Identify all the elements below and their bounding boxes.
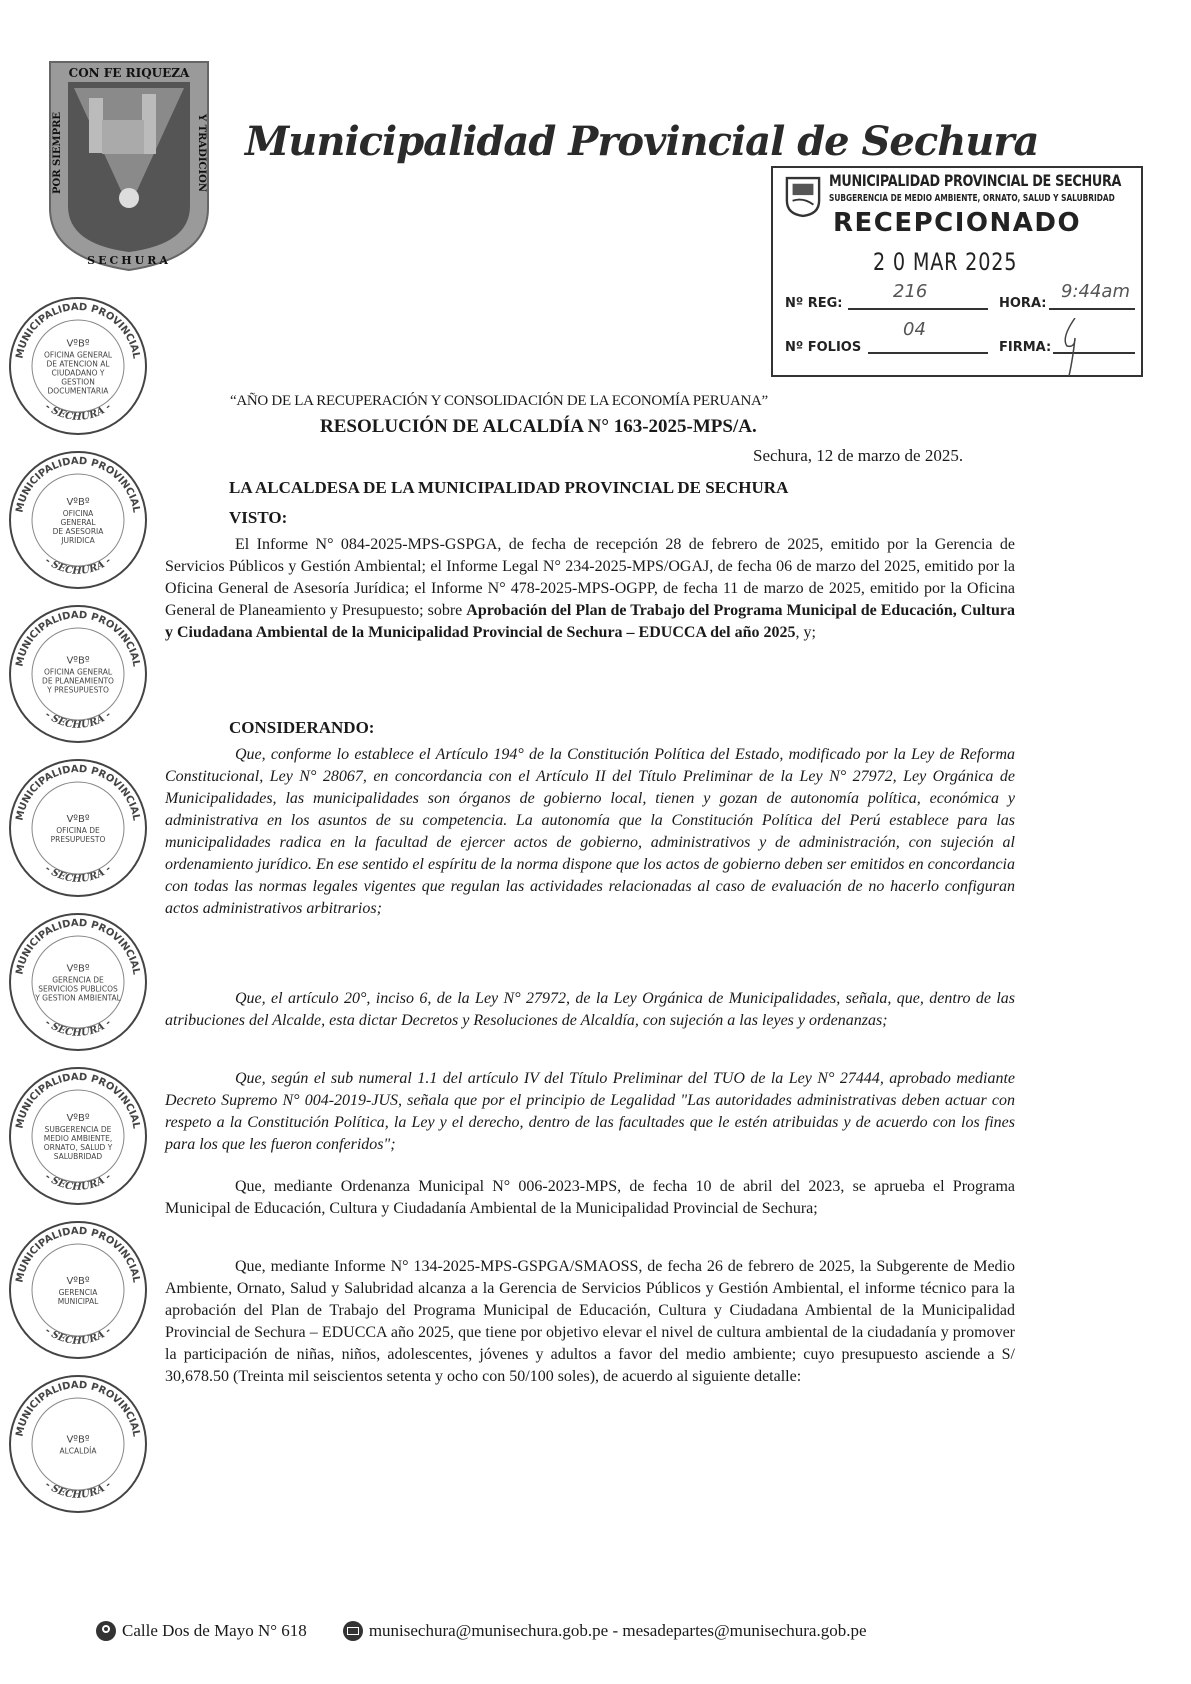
seal-office-text: OFICINA GENERAL	[43, 350, 113, 360]
footer-contact	[96, 1620, 867, 1642]
folios-value: 04	[903, 319, 926, 340]
crest-bottom-text: SECHURA	[87, 254, 171, 267]
resolution-title: RESOLUCIÓN DE ALCALDÍA N° 163-2025-MPS/A.	[320, 416, 757, 437]
seal-ring-text: MUNICIPALIDAD PROVINCIAL	[14, 455, 142, 514]
seal-office-text: SALUBRIDAD	[53, 1152, 103, 1161]
footer-emails[interactable]: munisechura@munisechura.gob.pe - mesadepartes@munisechura.gob.pe	[368, 1621, 867, 1640]
stamp-office: SUBGERENCIA DE MEDIO AMBIENTE, ORNATO, SALUD Y SALUBRIDAD	[829, 193, 1115, 204]
seal-office-text: PRESUPUESTO	[50, 835, 106, 844]
seal-office-text: DE PLANEAMIENTO	[42, 676, 114, 686]
seal-office-text: GERENCIA DE	[52, 975, 104, 985]
stamp-status: RECEPCIONADO	[833, 208, 1082, 238]
place-date: Sechura, 12 de marzo de 2025.	[753, 446, 964, 465]
seal-bottom-text: - SECHURA -	[42, 863, 114, 885]
seal-office-text: Y GESTION AMBIENTAL	[35, 993, 121, 1003]
reg-label: Nº REG:	[785, 296, 843, 311]
seal-bottom-text: - SECHURA -	[42, 709, 114, 731]
approval-seal	[8, 296, 148, 436]
seal-office-text: OFICINA GENERAL	[43, 667, 113, 677]
seal-vb-text: VºBº	[66, 814, 90, 825]
seal-office-text: DOCUMENTARIA	[47, 386, 109, 396]
seal-ring-text: MUNICIPALIDAD PROVINCIAL	[14, 1225, 142, 1284]
visto-subject: Aprobación del Plan de Trabajo del Programa Municipal de Educación, Cultura y Ciudadana Ambiental de la Municipalidad Provincial de Sechura – EDUCCA del año 2025	[165, 602, 1015, 641]
seal-office-text: MUNICIPAL	[57, 1297, 99, 1306]
location-pin-icon	[96, 1621, 116, 1641]
seal-office-text: DE ATENCION AL	[46, 359, 110, 369]
seal-ring-text: MUNICIPALIDAD PROVINCIAL	[14, 1071, 142, 1130]
stamp-date: 2 0 MAR 2025	[873, 248, 1018, 276]
seal-ring-text: MUNICIPALIDAD PROVINCIAL	[14, 301, 142, 360]
approval-seal	[8, 1066, 148, 1206]
folios-label: Nº FOLIOS	[785, 340, 862, 355]
seal-office-text: OFICINA	[62, 509, 94, 518]
authority-heading: LA ALCALDESA DE LA MUNICIPALIDAD PROVINCIAL DE SECHURA	[229, 478, 789, 497]
municipal-crest-logo	[44, 58, 214, 273]
seal-vb-text: VºBº	[66, 655, 90, 667]
considerando-paragraph: Que, mediante Ordenanza Municipal N° 006-2023-MPS, de fecha 10 de abril del 2023, se aprueba el Programa Municipal de Educación, Cultura y Ciudadanía Ambiental de la Municipalidad Provincial de Sechura;	[165, 1178, 1015, 1217]
seal-bottom-text: - SECHURA -	[42, 401, 114, 423]
hora-label: HORA:	[999, 296, 1047, 311]
visto-paragraph: El Informe N° 084-2025-MPS-GSPGA, de fecha de recepción 28 de febrero de 2025, emitido por la Gerencia de Servicios Públicos y Gestión Ambiental; el Informe Legal N° 234-2025-MPS/OGAJ, de fecha 06 de marzo del 2025, emitido por la Oficina General de Asesoría Jurídica; el Informe N° 478-2025-MPS-OGPP, de fecha 11 de marzo de 2025, emitido por la Oficina General de Planeamiento y Presupuesto; sobre Aprobación del Plan de Trabajo del Programa Municipal de Educación, Cultura y Ciudadana Ambiental de la Municipalidad Provincial de Sechura – EDUCCA del año 2025, y;	[165, 536, 1015, 641]
stamp-institution: MUNICIPALIDAD PROVINCIAL DE SECHURA	[829, 171, 1122, 190]
seal-office-text: ORNATO, SALUD Y	[43, 1143, 113, 1152]
seal-ring-text: MUNICIPALIDAD PROVINCIAL	[14, 609, 142, 668]
crest-top-text: CON FE RIQUEZA	[68, 66, 190, 80]
seal-bottom-text: - SECHURA -	[42, 1479, 114, 1501]
seal-office-text: SUBGERENCIA DE	[44, 1125, 112, 1134]
visto-heading: VISTO:	[229, 508, 288, 527]
considerando-paragraph: Que, conforme lo establece el Artículo 194° de la Constitución Política del Estado, modificado por la Ley de Reforma Constitucional, Ley N° 28067, en concordancia con el Artículo II del Título Preliminar de la Ley N° 27972, Ley Orgánica de Municipalidades, las municipalidades son órganos de gobierno local, tienen y gozan de autonomía política, económica y administrativa en los asuntos de su competencia. La autonomía que la Constitución Política del Perú establece para las municipalidades radica en la facultad de ejercer actos de gobierno, administrativos y de administración, con sujeción al ordenamiento jurídico. En ese sentido el espíritu de la norma dispone que los actos de gobierno deben ser emitidos en concordancia con todas las normas legales vigentes que regulan las actividades relacionadas al caso de evaluación de no hacerlo configuran actos administrativos arbitrarios;	[165, 746, 1015, 917]
seal-bottom-text: - SECHURA -	[42, 1171, 114, 1193]
reception-stamp	[771, 166, 1143, 377]
seal-ring-text: MUNICIPALIDAD PROVINCIAL	[14, 763, 142, 822]
approval-seal	[8, 604, 148, 744]
seal-ring-text: MUNICIPALIDAD PROVINCIAL	[14, 917, 142, 976]
year-motto: “AÑO DE LA RECUPERACIÓN Y CONSOLIDACIÓN DE LA ECONOMÍA PERUANA”	[230, 393, 768, 409]
crest-right-text: Y TRADICION	[196, 114, 207, 192]
seal-office-text: GESTION	[61, 377, 95, 387]
seal-vb-text: VºBº	[66, 1113, 90, 1124]
seal-office-text: JURIDICA	[61, 536, 95, 545]
seal-office-text: MEDIO AMBIENTE,	[43, 1134, 113, 1143]
considerando-paragraph: Que, el artículo 20°, inciso 6, de la Ley N° 27972, de la Ley Orgánica de Municipalidades, señala, que, dentro de las atribuciones del Alcalde, esta dictar Decretos y Resoluciones de Alcaldía, con sujeción a las leyes y ordenanzas;	[165, 990, 1015, 1029]
seal-office-text: OFICINA DE	[56, 826, 100, 835]
seal-vb-text: VºBº	[66, 963, 90, 975]
signature-icon	[1053, 318, 1093, 378]
seal-office-text: GENERAL	[60, 518, 96, 527]
seal-vb-text: VºBº	[66, 1276, 90, 1287]
considerando-paragraph: Que, según el sub numeral 1.1 del artículo IV del Título Preliminar del TUO de la Ley N° 27444, aprobado mediante Decreto Supremo N° 004-2019-JUS, señala que por el principio de Legalidad "Las autoridades administrativas deben actuar con respeto a la Constitución Política, la Ley y el derecho, dentro de las facultades que le estén atribuidas y de acuerdo con los fines para los que les fueron conferidos";	[165, 1070, 1015, 1153]
shield-icon	[785, 176, 821, 218]
seal-bottom-text: - SECHURA -	[42, 555, 114, 577]
seal-office-text: SERVICIOS PUBLICOS	[38, 984, 118, 994]
firma-label: FIRMA:	[999, 340, 1052, 355]
seal-vb-text: VºBº	[66, 1434, 90, 1446]
approval-seal	[8, 912, 148, 1052]
seal-vb-text: VºBº	[66, 338, 90, 350]
brand-title: Municipalidad Provincial de Sechura	[245, 118, 1039, 165]
seal-ring-text: MUNICIPALIDAD PROVINCIAL	[14, 1379, 142, 1438]
seal-office-text: CIUDADANO Y	[51, 368, 105, 378]
seal-office-text: DE ASESORIA	[52, 527, 104, 536]
seal-vb-text: VºBº	[66, 497, 90, 508]
approval-seal	[8, 450, 148, 590]
considerando-heading: CONSIDERANDO:	[229, 718, 375, 737]
considerando-paragraph: Que, mediante Informe N° 134-2025-MPS-GSPGA/SMAOSS, de fecha 26 de febrero de 2025, la Subgerente de Medio Ambiente, Ornato, Salud y Salubridad alcanza a la Gerencia de Servicios Públicos y Gestión Ambiental, el informe técnico para la aprobación del Plan de Trabajo del Programa Municipal de Educación, Cultura y Ciudadana Ambiental de la Municipalidad Provincial de Sechura – EDUCCA año 2025, que tiene por objetivo elevar el nivel de cultura ambiental de la ciudadanía y promover la participación de niñas, niños, adolescentes, jóvenes y adultos a favor del medio ambiente; cuyo presupuesto asciende a S/ 30,678.50 (Treinta mil seiscientos setenta y ocho con 50/100 soles), de acuerdo al siguiente detalle:	[165, 1258, 1015, 1385]
approval-seal	[8, 1220, 148, 1360]
approval-seal	[8, 1374, 148, 1514]
crest-left-text: POR SIEMPRE	[52, 111, 63, 195]
envelope-icon	[343, 1621, 363, 1641]
seal-office-text: ALCALDÍA	[59, 1446, 97, 1456]
reg-value: 216	[893, 281, 928, 302]
seal-office-text: Y PRESUPUESTO	[47, 685, 109, 695]
hora-value: 9:44am	[1061, 281, 1130, 302]
footer-address: Calle Dos de Mayo N° 618	[122, 1621, 307, 1640]
approval-seal	[8, 758, 148, 898]
seal-office-text: GERENCIA	[58, 1288, 98, 1297]
seal-bottom-text: - SECHURA -	[42, 1325, 114, 1347]
seal-bottom-text: - SECHURA -	[42, 1017, 114, 1039]
